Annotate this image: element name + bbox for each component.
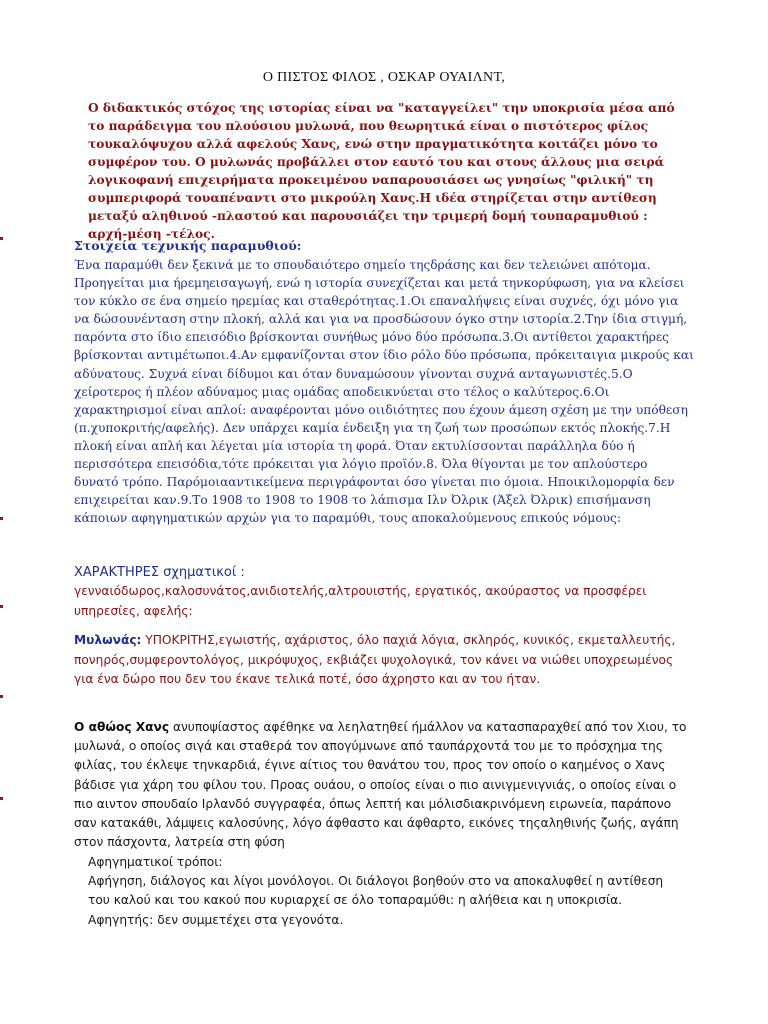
hans-traits: γενναιόδωρος,καλοσυνάτος,ανιδιοτελής,αλτρουιστής, εργατικός, ακούραστος να προσφέρει υπηρεσίες, αφελής: — [74, 584, 647, 618]
miller-traits-paragraph — [74, 631, 694, 690]
margin-mark — [0, 695, 3, 698]
narrative-section — [88, 853, 688, 930]
techniques-text: Ένα παραμύθι δεν ξεκινά με το σπουδαιότερο σημείο τηςδράσης και δεν τελειώνει απότομα. Προηγείται μια ήρεμηεισαγωγή, ενώ η ιστορία συνεχίζεται και μετά τηνκορύφωση, για να κλείσει τον κύκλο σε ένα σημείο ηρεμίας και σταθερότητας.1.Οι επαναλήψεις είναι συχνές, όχι μόνο για να δώσουνένταση στην πλοκή, αλλά και για να προσδώσουν όγκο στην ιστορία.2.Την ίδια στιγμή, παρόντα στο ίδιο επεισόδιο βρίσκονται συνήθως μόνο δύο πρόσωπα.3.Οι αντίθετοι χαρακτήρες βρίσκονται αντιμέτωποι.4.Αν εμφανίζονται στον ίδιο ρόλο δύο πρόσωπα, πρόκειταιγια μικρούς και αδύνατους. Συχνά είναι δίδυμοι και όταν δυναμώσουν γίνονται συχνά ανταγωνιστές.5.Ο χείροτερος ή πλέον αδύναμος μιας ομάδας αποδεικνύεται στο τέλος ο καλύτερος.6.Οι χαρακτηρισμοί είναι απλοί: αναφέρονται μόνο οιιδιότητες που έχουν άμεση σχέση με την υπόθεση (π.χυποκριτής/αφελής). Δεν υπάρχει καμία ένδειξη για τη ζωή των προσώπων εκτός πλοκής.7.Η πλοκή είναι απλή και λέγεται μία ιστορία τη φορά. Όταν εκτυλίσσονται παράλληλα δύο ή περισσότερα επεισόδια,τότε πρόκειται για λόγιο προϊόν.8. Όλα θίγονται με τον απλούστερο δυνατό τρόπο. Παρόμοιααντικείμενα περιγράφονται όσο γίνεται πιο όμοια. Ηποικιλομορφία δεν επιχειρείται καν.9.Το 1908 το 1908 το 1908 το λάπισμα Ιλν Όλρικ (Άξελ Όλρικ) επισήμανση κάποιων αφηγηματικών αρχών για το παραμύθι, τους αποκαλούμενους επικούς νόμους: — [74, 258, 694, 526]
techniques-paragraph — [74, 256, 694, 527]
hans-text: ανυποψίαστος αφέθηκε να λεηλατηθεί ήμάλλον να κατασπαραχθεί από τον Χιου, το μυλωνά, ο οποίος σιγά και σταθερά τον απογύμνωνε από ταυπάρχοντά του με το πρόσχημα της φιλίας, του έκλεψε τηνκαρδιά, έγινε αίτιος του θανάτου του, προς τον οποίο ο καημένος ο Χανς βάδισε για χάρη του φίλου του. Προας ουάου, ο οποίος είναι ο πιο αινιγμενιγνιάς, ο οποίος είναι ο πιο αιντον σπουδαίο Ιρλανδό συγγραφέα, όπως λεπτή και μόλισδιακριvόμενη ειρωνεία, παράπονο σαν κατακάθι, λάμψεις καλοσύνης, λόγο άφθαστο και άφθαρτο, εικόνες τηςαληθινής ζωής, αγάπη στον πάσχοντα, λατρεία στη φύση — [74, 720, 687, 850]
characters-heading: ΧΑΡΑΚΤΗΡΕΣ σχηματικοί : — [74, 565, 245, 580]
narrative-line-2: Αφηγητής: δεν συμμετέχει στα γεγονότα. — [88, 912, 344, 927]
miller-label: Μυλωνάς: — [74, 633, 142, 647]
hans-paragraph — [74, 718, 694, 852]
intro-paragraph — [88, 99, 688, 243]
margin-mark — [0, 605, 3, 608]
margin-mark — [0, 797, 3, 800]
intro-text: Ο διδακτικός στόχος της ιστορίας είναι να "καταγγείλει" την υποκρισία μέσα από το παράδειγμα του πλούσιου μυλωνά, που θεωρητικά είναι ο πιστότερος φίλος τουκαλόψυχου αλλά αφελούς Χανς, ενώ στην πραγματικότητα κοιτάζει μόνο το συμφέρον του. Ο μυλωνάς προβάλλει στον εαυτό του και στους άλλους μια σειρά λογικοφανή επιχειρήματα προκειμένου ναπαρουσιάσει ως γνησίως "φιλική" τη συμπεριφορά τουαπέναντι στο μικρούλη Χανς.Η ιδέα στηρίζεται στην αντίθεση μεταξύ αληθινού -πλαστού και παρουσιάζει την τριμερή δομή τουπαραμυθιού : αρχή-μέση -τέλος. — [88, 101, 675, 241]
document-title: Ο ΠΙΣΤΟΣ ΦΙΛΟΣ , ΟΣΚΑΡ ΟΥΑΙΛΝΤ, — [262, 70, 506, 85]
margin-mark — [0, 237, 3, 240]
hans-label: Ο αθώος Χανς — [74, 720, 170, 734]
narrative-heading: Αφηγηματικοί τρόποι: — [88, 855, 223, 869]
techniques-heading: Στοιχεία τεχνικής παραμυθιού: — [74, 238, 302, 253]
narrative-line-1: Αφήγηση, διάλογος και λίγοι μονόλογοι. Οι διάλογοι βοηθούν στο να αποκαλυφθεί η αντίθεση του καλού και του κακού που κυριαρχεί σε όλο τοπαραμύθι: η αλήθεια και η υποκρισία. — [88, 874, 664, 908]
miller-traits: ΥΠΟΚΡΙΤΗΣ,εγωιστής, αχάριστος, όλο παχιά λόγια, σκληρός, κυνικός, εκμεταλλευτής, πονηρός,συμφεροντολόγος, μικρόψυχος, εκβιάζει ψυχολογικά, τον κάνει να νιώθει υποχρεωμένος για ένα δώρο που δεν του έκανε τελικά ποτέ, όσο άχρηστο και αν του ήταν. — [74, 633, 676, 686]
margin-mark — [0, 517, 3, 520]
